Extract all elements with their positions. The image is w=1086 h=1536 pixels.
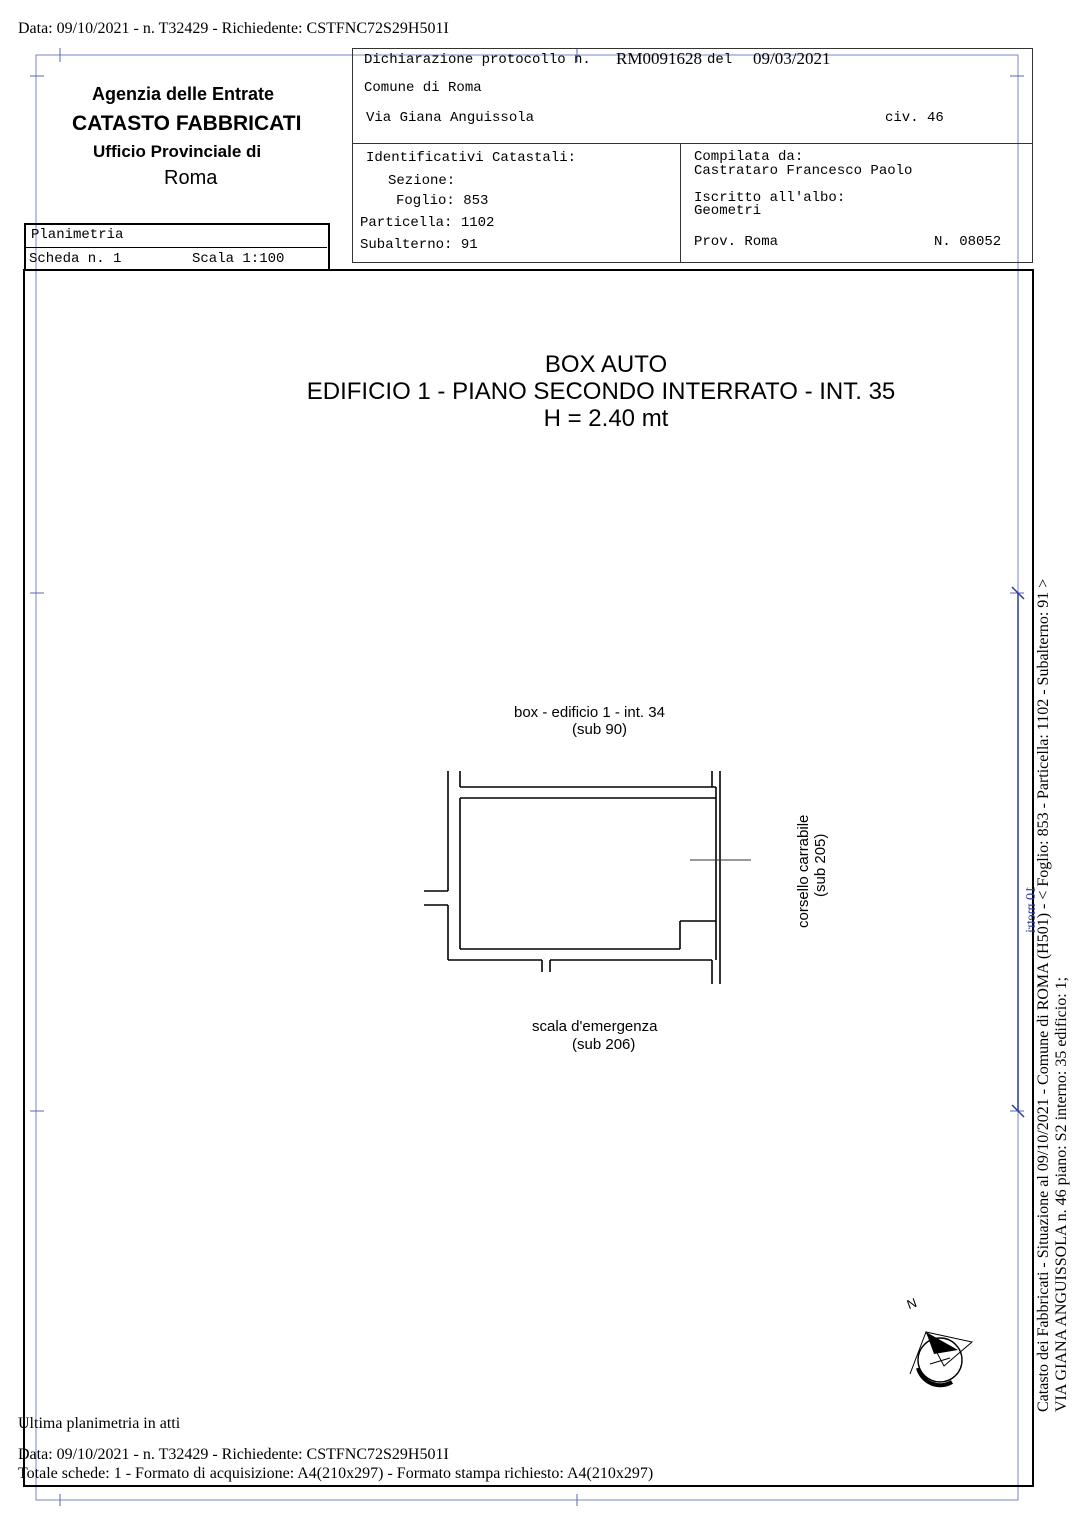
subalterno-value: Subalterno: 91: [360, 237, 478, 253]
scala-emergenza-label: scala d'emergenza: [532, 1018, 658, 1035]
scheda-label: Scheda n. 1: [29, 251, 122, 267]
albo-value: Geometri: [694, 203, 762, 219]
ufficio-label: Ufficio Provinciale di: [93, 142, 262, 161]
north-label: N: [904, 1294, 919, 1313]
corsello-label: corsello carrabile: [795, 814, 812, 928]
address-civ: civ. 46: [885, 110, 944, 126]
planimetria-divider: [25, 247, 327, 248]
adjacent-box-sub: (sub 90): [572, 721, 628, 738]
side-text-line-2: VIA GIANA ANGUISSOLA n. 46 piano: S2 interno: 35 edificio: 1;: [1053, 976, 1070, 1412]
plan-title-3: H = 2.40 mt: [543, 405, 669, 432]
protocol-date: 09/03/2021: [753, 49, 831, 68]
sezione-label: Sezione:: [388, 173, 456, 189]
scala-label: Scala 1:100: [192, 251, 285, 267]
address-street: Via Giana Anguissola: [366, 110, 535, 126]
plan-title-2: EDIFICIO 1 - PIANO SECONDO INTERRATO - INT. 35: [306, 378, 896, 405]
iscritto-label: Iscritto all'albo:: [694, 190, 846, 206]
foglio-value: Foglio: 853: [396, 193, 489, 209]
agency-name: Agenzia delle Entrate: [92, 84, 275, 104]
adjacent-box-label: box - edificio 1 - int. 34: [514, 704, 665, 721]
footer-request-line: Data: 09/10/2021 - n. T32429 - Richiedente: CSTFNC72S29H501I: [18, 1446, 449, 1463]
ultima-planimetria: Ultima planimetria in atti: [18, 1415, 181, 1432]
particella-value: Particella: 1102: [360, 215, 495, 231]
planimetria-label: Planimetria: [31, 227, 124, 243]
protocol-number: RM0091628: [616, 49, 702, 68]
corsello-sub: (sub 205): [812, 833, 829, 897]
prov-value: Prov. Roma: [694, 234, 779, 250]
catasto-title: CATASTO FABBRICATI: [72, 112, 302, 135]
registration-number: N. 08052: [934, 234, 1002, 250]
scale-bar-label: 10 metri: [1024, 886, 1039, 934]
protocol-del: del: [707, 52, 733, 68]
top-request-line: Data: 09/10/2021 - n. T32429 - Richiedente: CSTFNC72S29H501I: [18, 20, 449, 37]
compilata-label: Compilata da:: [694, 149, 804, 165]
comune-label: Comune di Roma: [364, 80, 482, 96]
ufficio-city: Roma: [164, 167, 218, 189]
identificativi-title: Identificativi Catastali:: [366, 150, 577, 166]
compilata-name: Castrataro Francesco Paolo: [694, 163, 913, 179]
scala-emergenza-sub: (sub 206): [572, 1036, 636, 1053]
footer-format-line: Totale schede: 1 - Formato di acquisizione: A4(210x297) - Formato stampa richiesto: A4(210x297): [18, 1465, 654, 1482]
side-text-line-1: Catasto dei Fabbricati - Situazione al 09/10/2021 - Comune di ROMA (H501) - < Foglio: 853 - Particella: 1102 - Subalterno: 91 >: [1035, 578, 1052, 1412]
drawing-frame: [23, 269, 1034, 1487]
plan-title-1: BOX AUTO: [544, 351, 668, 378]
protocol-label: Dichiarazione protocollo n.: [364, 52, 591, 68]
